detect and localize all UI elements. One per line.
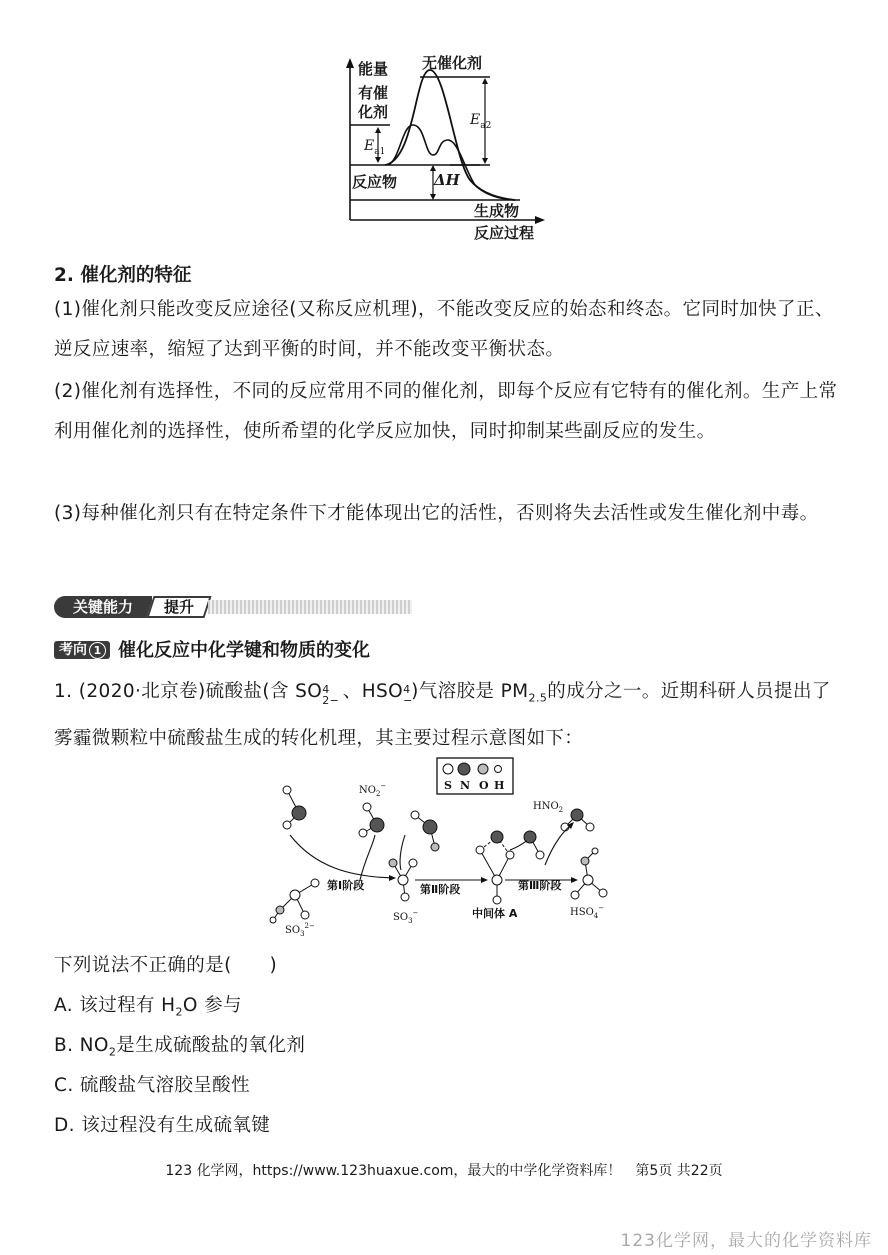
kaoxiang-tag: 考向 1: [54, 641, 110, 659]
stage-3-label: 第Ⅲ阶段: [518, 879, 562, 892]
so3-2-label: $SO_3^{2-}$: [285, 922, 315, 938]
legend-h: H: [494, 779, 505, 792]
stage-1-label: 第Ⅰ阶段: [327, 879, 365, 892]
section-heading: 2. 催化剂的特征: [54, 265, 192, 286]
arrow-path-6: [510, 841, 527, 850]
hso4-label: $HSO_4^-$: [570, 904, 605, 920]
stage-2-label: 第Ⅱ阶段: [420, 883, 461, 896]
reaction-progress-label: 反应过程: [474, 224, 535, 242]
watermark: 123化学网，最大的化学资料库: [620, 1231, 872, 1251]
uncatalyzed-label: 无催化剂: [422, 54, 483, 72]
arrow-path-3: [400, 835, 405, 870]
banner-left: 关键能力: [54, 596, 152, 618]
legend-o: O: [479, 779, 489, 792]
kaoxiang-heading: [54, 636, 370, 662]
no2-label: $NO_2^-$: [359, 782, 387, 798]
delta-h-label: ΔH: [434, 171, 460, 189]
question-prompt: 下列说法不正确的是( ): [54, 955, 278, 976]
ea1-label: $E_{a1}$: [364, 138, 386, 157]
option-b[interactable]: B. $NO_2$是生成硫酸盐的氧化剂: [54, 1035, 306, 1059]
arrow-path-2: [360, 835, 375, 880]
hno2-label: $HNO_2$: [533, 801, 564, 814]
reactants-label: 反应物: [352, 173, 398, 191]
kaoxiang-title: 催化反应中化学键和物质的变化: [118, 640, 370, 661]
banner-right: 提升: [146, 596, 211, 618]
option-a[interactable]: A. 该过程有 $H_2O$ 参与: [54, 995, 242, 1019]
arrow-path-1: [290, 835, 395, 878]
key-ability-banner: [54, 596, 414, 618]
products-label: 生成物: [474, 202, 520, 220]
option-d[interactable]: D. 该过程没有生成硫氧键: [54, 1115, 271, 1136]
ea2-label: $E_{a2}$: [470, 112, 492, 131]
option-c[interactable]: C. 硫酸盐气溶胶呈酸性: [54, 1075, 250, 1096]
intermediate-label: 中间体 A: [472, 907, 518, 920]
energy-axis-label: 能量: [358, 60, 389, 78]
question-stem: 1. (2020·北京卷)硫酸盐(含 SO 2− 4 、HSO − 4 )气溶胶是 $PM_{2.5}$的成分之一。近期科研人员提出了雾霾微颗粒中硫酸盐生成的转化机理，其主要过程示意图如下：: [54, 681, 831, 749]
catalyzed-label: 有催 化剂: [358, 84, 389, 121]
page-footer: 123 化学网，https://www.123huaxue.com，最大的中学化学资料库！ 第5页 共22页: [165, 1163, 723, 1179]
mechanism-diagram: [265, 755, 625, 945]
paragraph-2: (2)催化剂有选择性，不同的反应常用不同的催化剂，即每个反应有它特有的催化剂。生产上常利用催化剂的选择性，使所希望的化学反应加快，同时抑制某些副反应的发生。: [54, 381, 838, 442]
legend-n: N: [460, 779, 471, 792]
paragraph-1: (1)催化剂只能改变反应途径(又称反应机理)，不能改变反应的始态和终态。它同时加快了正、逆反应速率，缩短了达到平衡的时间，并不能改变平衡状态。: [54, 299, 834, 360]
paragraph-3: (3)每种催化剂只有在特定条件下才能体现出它的活性，否则将失去活性或发生催化剂中毒。: [54, 503, 819, 524]
so3-label: $SO_3^-$: [393, 909, 419, 925]
legend-s: S: [444, 779, 452, 792]
